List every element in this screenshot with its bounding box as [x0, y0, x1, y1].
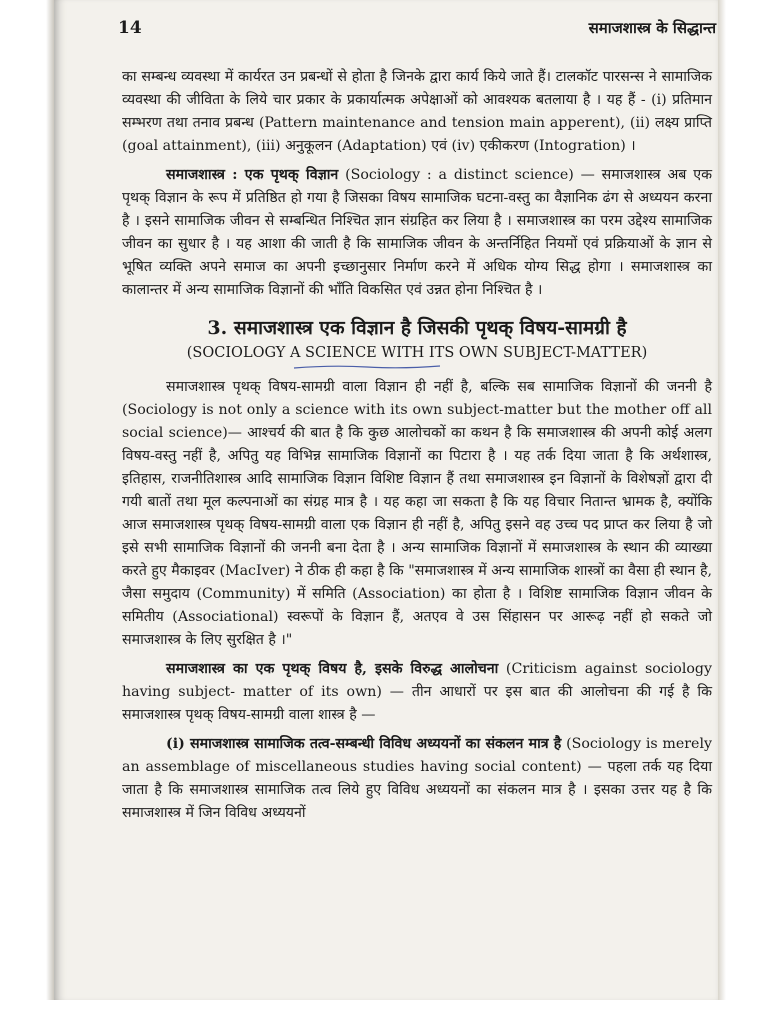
paragraph-3: समाजशास्त्र पृथक् विषय-सामग्री वाला विज्ञान ही नहीं है, बल्कि सब सामाजिक विज्ञानों की जननी है (Sociology is not only a science with its own subject-matter but the mother off all social science)— आश्चर्य की बात है कि कुछ आलोचकों का कथन है कि समाजशास्त्र की अपनी कोई अलग विषय-वस्तु नहीं है, अपितु यह विभिन्न सामाजिक विज्ञानों का पिटारा है । यह तर्क दिया जाता है कि अर्थशास्त्र, इतिहास, राजनीतिशास्त्र आदि सामाजिक विज्ञान विशिष्ट विज्ञान हैं तथा समाजशास्त्र इन विज्ञानों के विशेषज्ञों द्वारा दी गयी बातों तथा मूल कल्पनाओं का संग्रह मात्र है । यह कहा जा सकता है कि यह विचार नितान्त भ्रामक है, क्योंकि आज समाजशास्त्र पृथक् विषय-सामग्री वाला एक विज्ञान ही नहीं है, अपितु इसने वह उच्च पद प्राप्त कर लिया है जो इसे सभी सामाजिक विज्ञानों की जननी बना देता है । अन्य सामाजिक विज्ञानों में समाजशास्त्र के स्थान की व्याख्या करते हुए मैकाइवर (MacIver) ने ठीक ही कहा है कि "समाजशास्त्र में अन्य सामाजिक शास्त्रों का वैसा ही स्थान है, जैसा समुदाय (Community) में समिति (Association) का होता है । विशिष्ट सामाजिक विज्ञान जीवन के समितीय (Associational) स्वरूपों के विज्ञान हैं, अतएव वे उस सिंहासन पर आरूढ़ नहीं हो सकते जो समाजशास्त्र के लिए सुरक्षित है ।" [122, 379, 712, 648]
page-body [122, 66, 712, 825]
paragraph-5-lead: (i) समाजशास्त्र सामाजिक तत्व-सम्बन्धी विविध अध्ययनों का संकलन मात्र है [166, 736, 562, 752]
page-right-edge [718, 0, 726, 1000]
pen-underline-mark [292, 364, 442, 370]
paragraph-2-lead: समाजशास्त्र : एक पृथक् विज्ञान [166, 167, 339, 183]
paragraph-2 [122, 164, 712, 302]
paragraph-4-lead: समाजशास्त्र का एक पृथक् विषय है, इसके विरुद्ध आलोचना [166, 661, 499, 677]
running-title: समाजशास्त्र के सिद्धान्त [588, 19, 716, 37]
paragraph-2-text: (Sociology : a distinct science) — समाजशास्त्र अब एक पृथक् विज्ञान के रूप में प्रतिष्ठित हो गया है जिसका विषय सामाजिक घटना-वस्तु का वैज्ञानिक ढंग से अध्ययन करना है । इसने सामाजिक जीवन से सम्बन्धित निश्चित ज्ञान संग्रहित कर लिया है । समाजशास्त्र का परम उद्देश्य सामाजिक जीवन का सुधार है । यह आशा की जाती है कि सामाजिक जीवन के अन्तर्निहित नियमों एवं प्रक्रियाओं के ज्ञान से भूषित व्यक्ति अपने समाज का अपनी इच्छानुसार निर्माण करने में अधिक योग्य सिद्ध होगा । समाजशास्त्र का कालान्तर में अन्य सामाजिक विज्ञानों की भाँति विकसित एवं उन्नत होना निश्चित है । [122, 167, 712, 298]
section-heading [122, 314, 712, 370]
paragraph-5-text: (Sociology is merely an assemblage of miscellaneous studies having social content) — पहला तर्क यह दिया जाता है कि समाजशास्त्र सामाजिक तत्व लिये हुए विविध अध्ययनों का संकलन मात्र है । इसका उत्तर यह है कि समाजशास्त्र में जिन विविध अध्ययनों [122, 736, 712, 821]
paragraph-5 [122, 733, 712, 825]
section-heading-english: (SOCIOLOGY A SCIENCE WITH ITS OWN SUBJECT-MATTER) [186, 345, 648, 361]
section-heading-hindi: 3. समाजशास्त्र एक विज्ञान है जिसकी पृथक् विषय-सामग्री है [207, 317, 627, 339]
paragraph-1: का सम्बन्ध व्यवस्था में कार्यरत उन प्रबन्धों से होता है जिनके द्वारा कार्य किये जाते हैं। टालकॉट पारसन्स ने सामाजिक व्यवस्था की जीविता के लिये चार प्रकार के प्रकार्यात्मक अपेक्षाओं को आवश्यक बतलाया है । यह हैं - (i) प्रतिमान सम्भरण तथा तनाव प्रबन्ध (Pattern maintenance and tension main apperent), (ii) लक्ष्य प्राप्ति (goal attainment), (iii) अनुकूलन (Adaptation) एवं (iv) एकीकरण (Intogration) । [122, 69, 712, 154]
paragraph-4-text: (Criticism against sociology having subject- matter of its own) — तीन आधारों पर इस बात की आलोचना की गई है कि समाजशास्त्र पृथक् विषय-सामग्री वाला शास्त्र है — [122, 661, 713, 723]
page-number: 14 [118, 18, 142, 38]
page-header [118, 18, 716, 46]
paragraph-4 [122, 658, 712, 727]
